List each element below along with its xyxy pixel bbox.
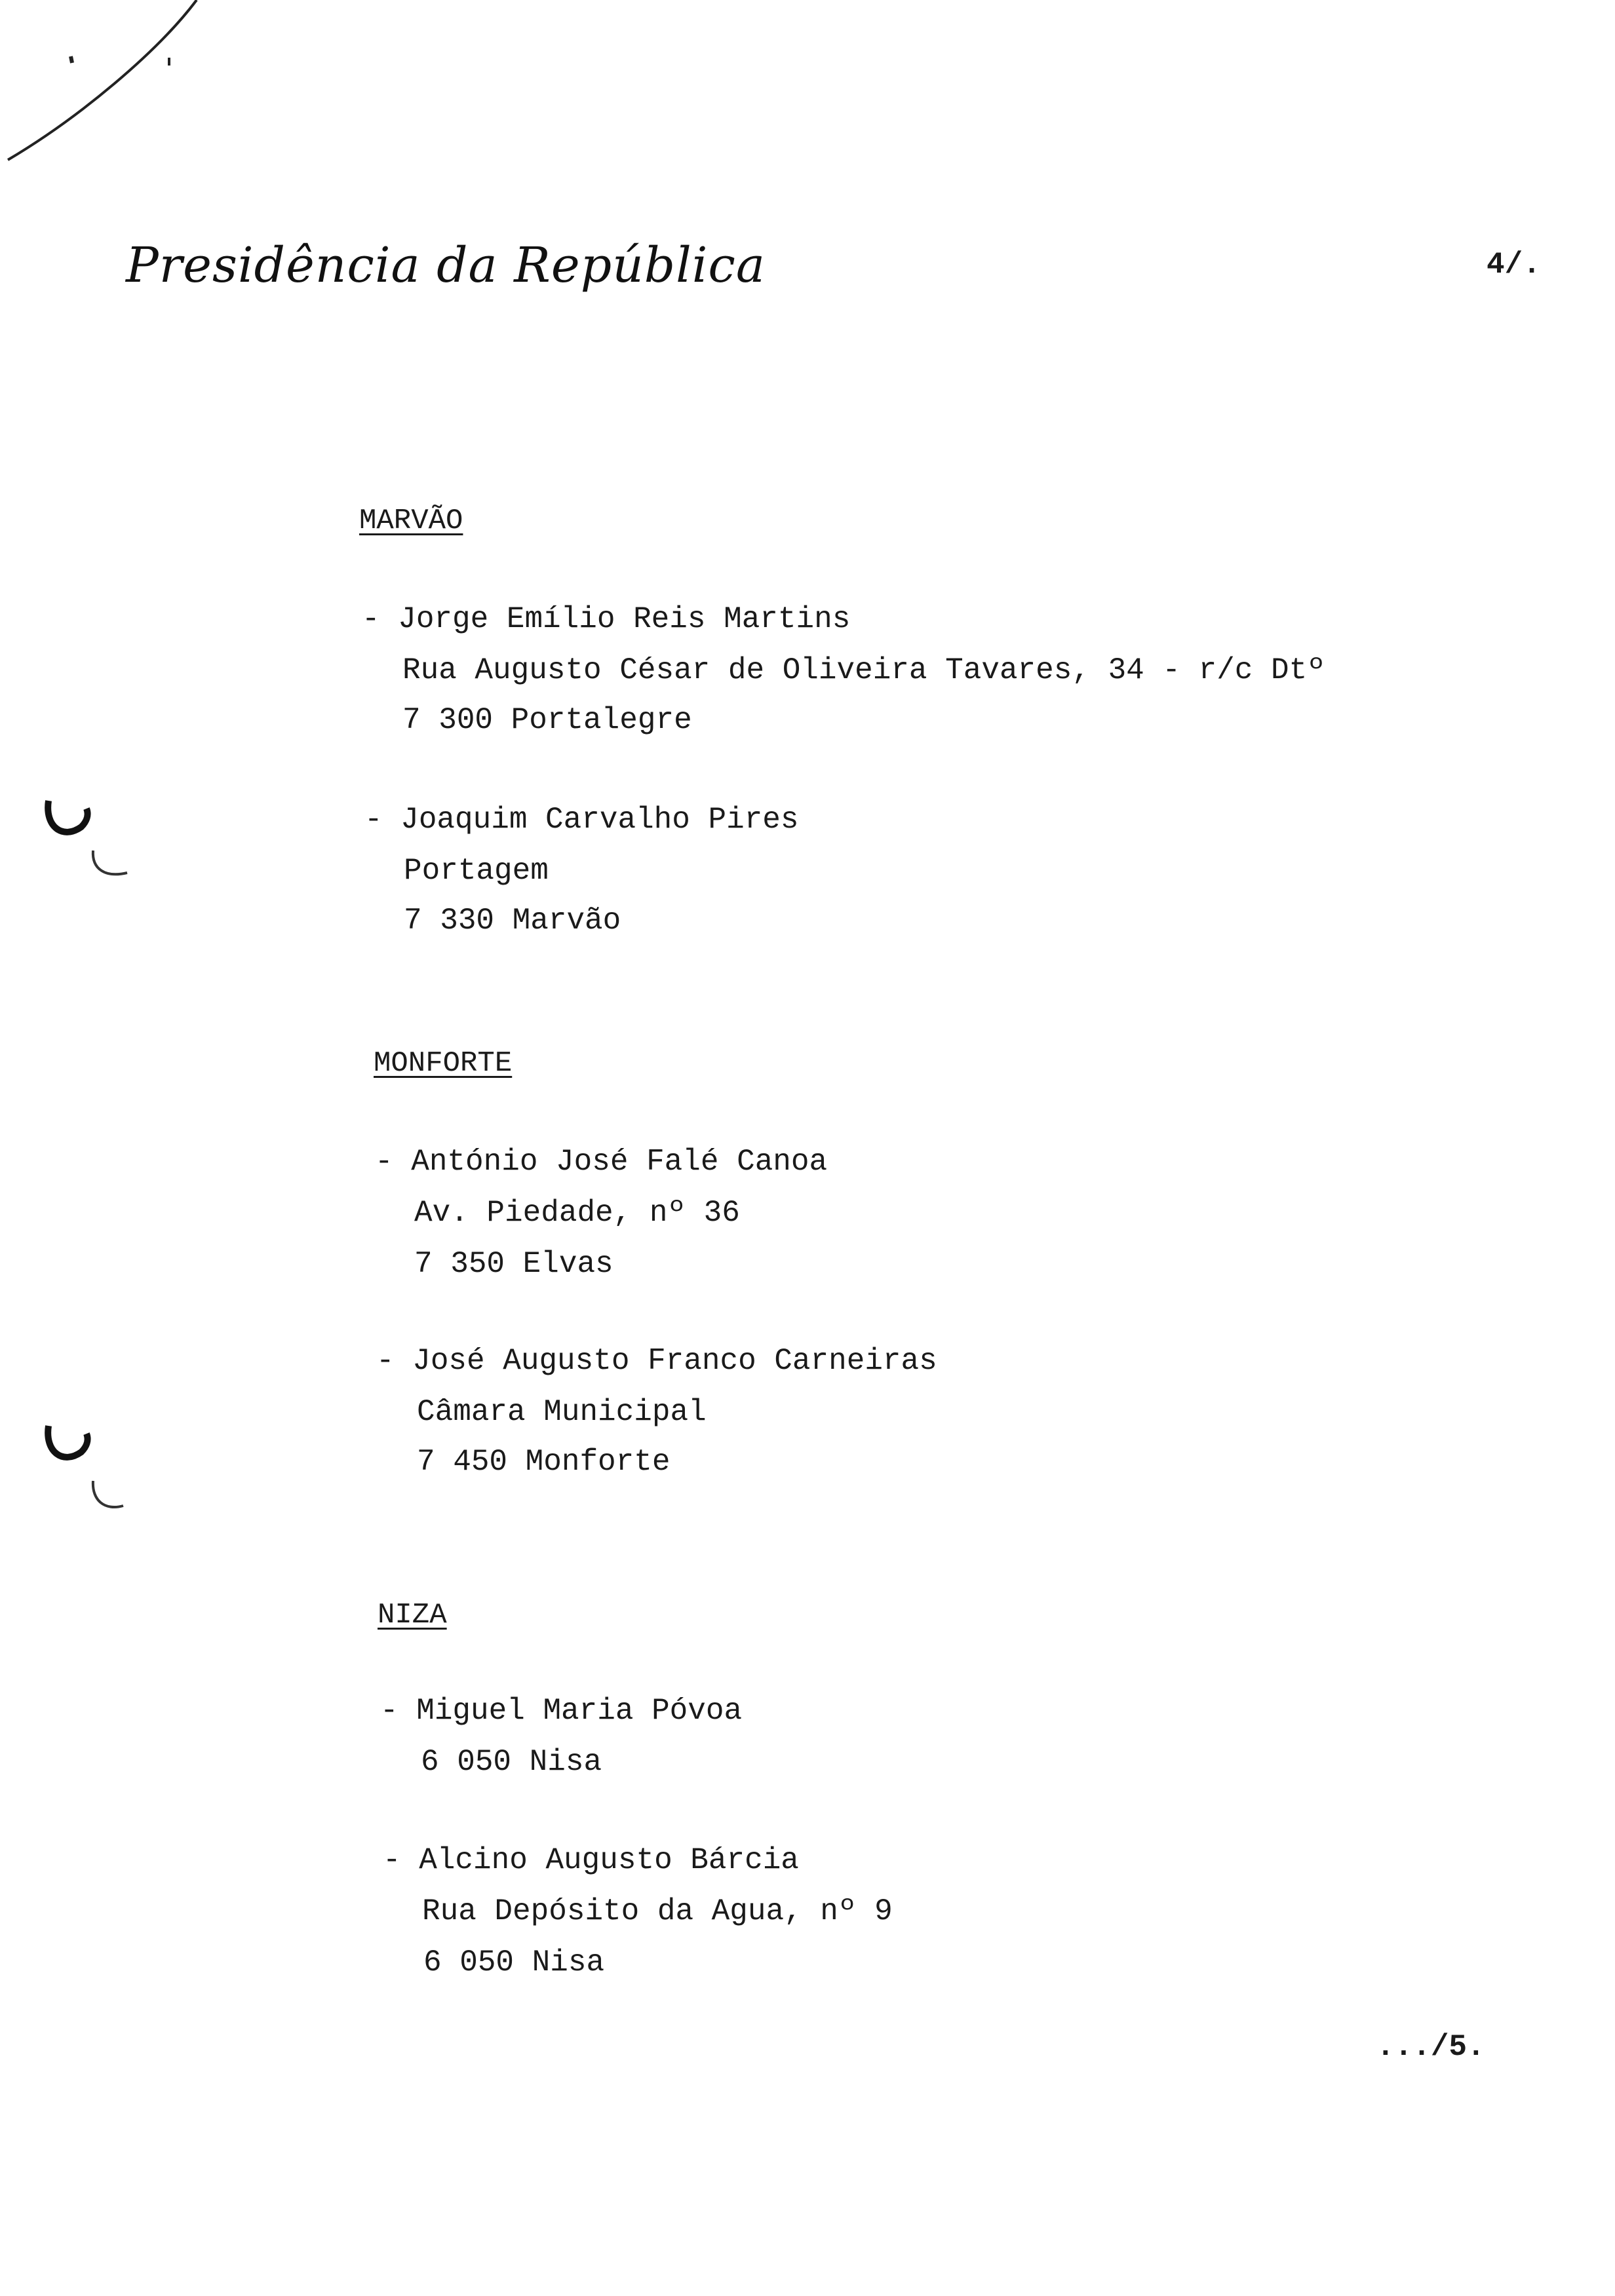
entry-name: - Alcino Augusto Bárcia [383, 1843, 799, 1877]
entry-postal-code: 7 450 Monforte [417, 1445, 671, 1479]
entry-postal-code: 6 050 Nisa [423, 1945, 605, 1980]
corner-tick-mark-1 [71, 56, 72, 63]
entry-name: - Joaquim Carvalho Pires [364, 803, 799, 837]
entry-postal-code: 7 330 Marvão [404, 904, 621, 938]
section-heading-marvao: MARVÃO [359, 505, 463, 537]
page-number: 4/. [1487, 248, 1541, 282]
entry-address: Câmara Municipal [417, 1395, 707, 1429]
entry-name: - José Augusto Franco Carneiras [376, 1344, 937, 1378]
entry-name: - António José Falé Canoa [375, 1145, 828, 1179]
check-mark-2-tail [93, 1481, 123, 1507]
entry-postal-code: 7 350 Elvas [414, 1247, 613, 1281]
entry-name: - Jorge Emílio Reis Martins [362, 602, 851, 636]
letterhead-title: Presidência da República [126, 237, 766, 294]
section-heading-niza: NIZA [378, 1599, 447, 1632]
entry-postal-code: 6 050 Nisa [421, 1745, 602, 1779]
check-mark-1 [48, 801, 87, 832]
entry-address: Av. Piedade, nº 36 [414, 1196, 740, 1230]
corner-pen-stroke [8, 0, 197, 160]
entry-postal-code: 7 300 Portalegre [402, 703, 692, 737]
entry-address: Rua Augusto César de Oliveira Tavares, 34 - r/c Dtº [402, 653, 1325, 687]
check-mark-2 [48, 1426, 87, 1457]
section-heading-monforte: MONFORTE [374, 1047, 513, 1080]
entry-name: - Miguel Maria Póvoa [380, 1694, 743, 1728]
entry-address: Rua Depósito da Agua, nº 9 [422, 1894, 893, 1928]
continuation-marker: .../5. [1376, 2030, 1485, 2064]
check-mark-1-tail [93, 851, 127, 874]
entry-address: Portagem [404, 854, 549, 888]
